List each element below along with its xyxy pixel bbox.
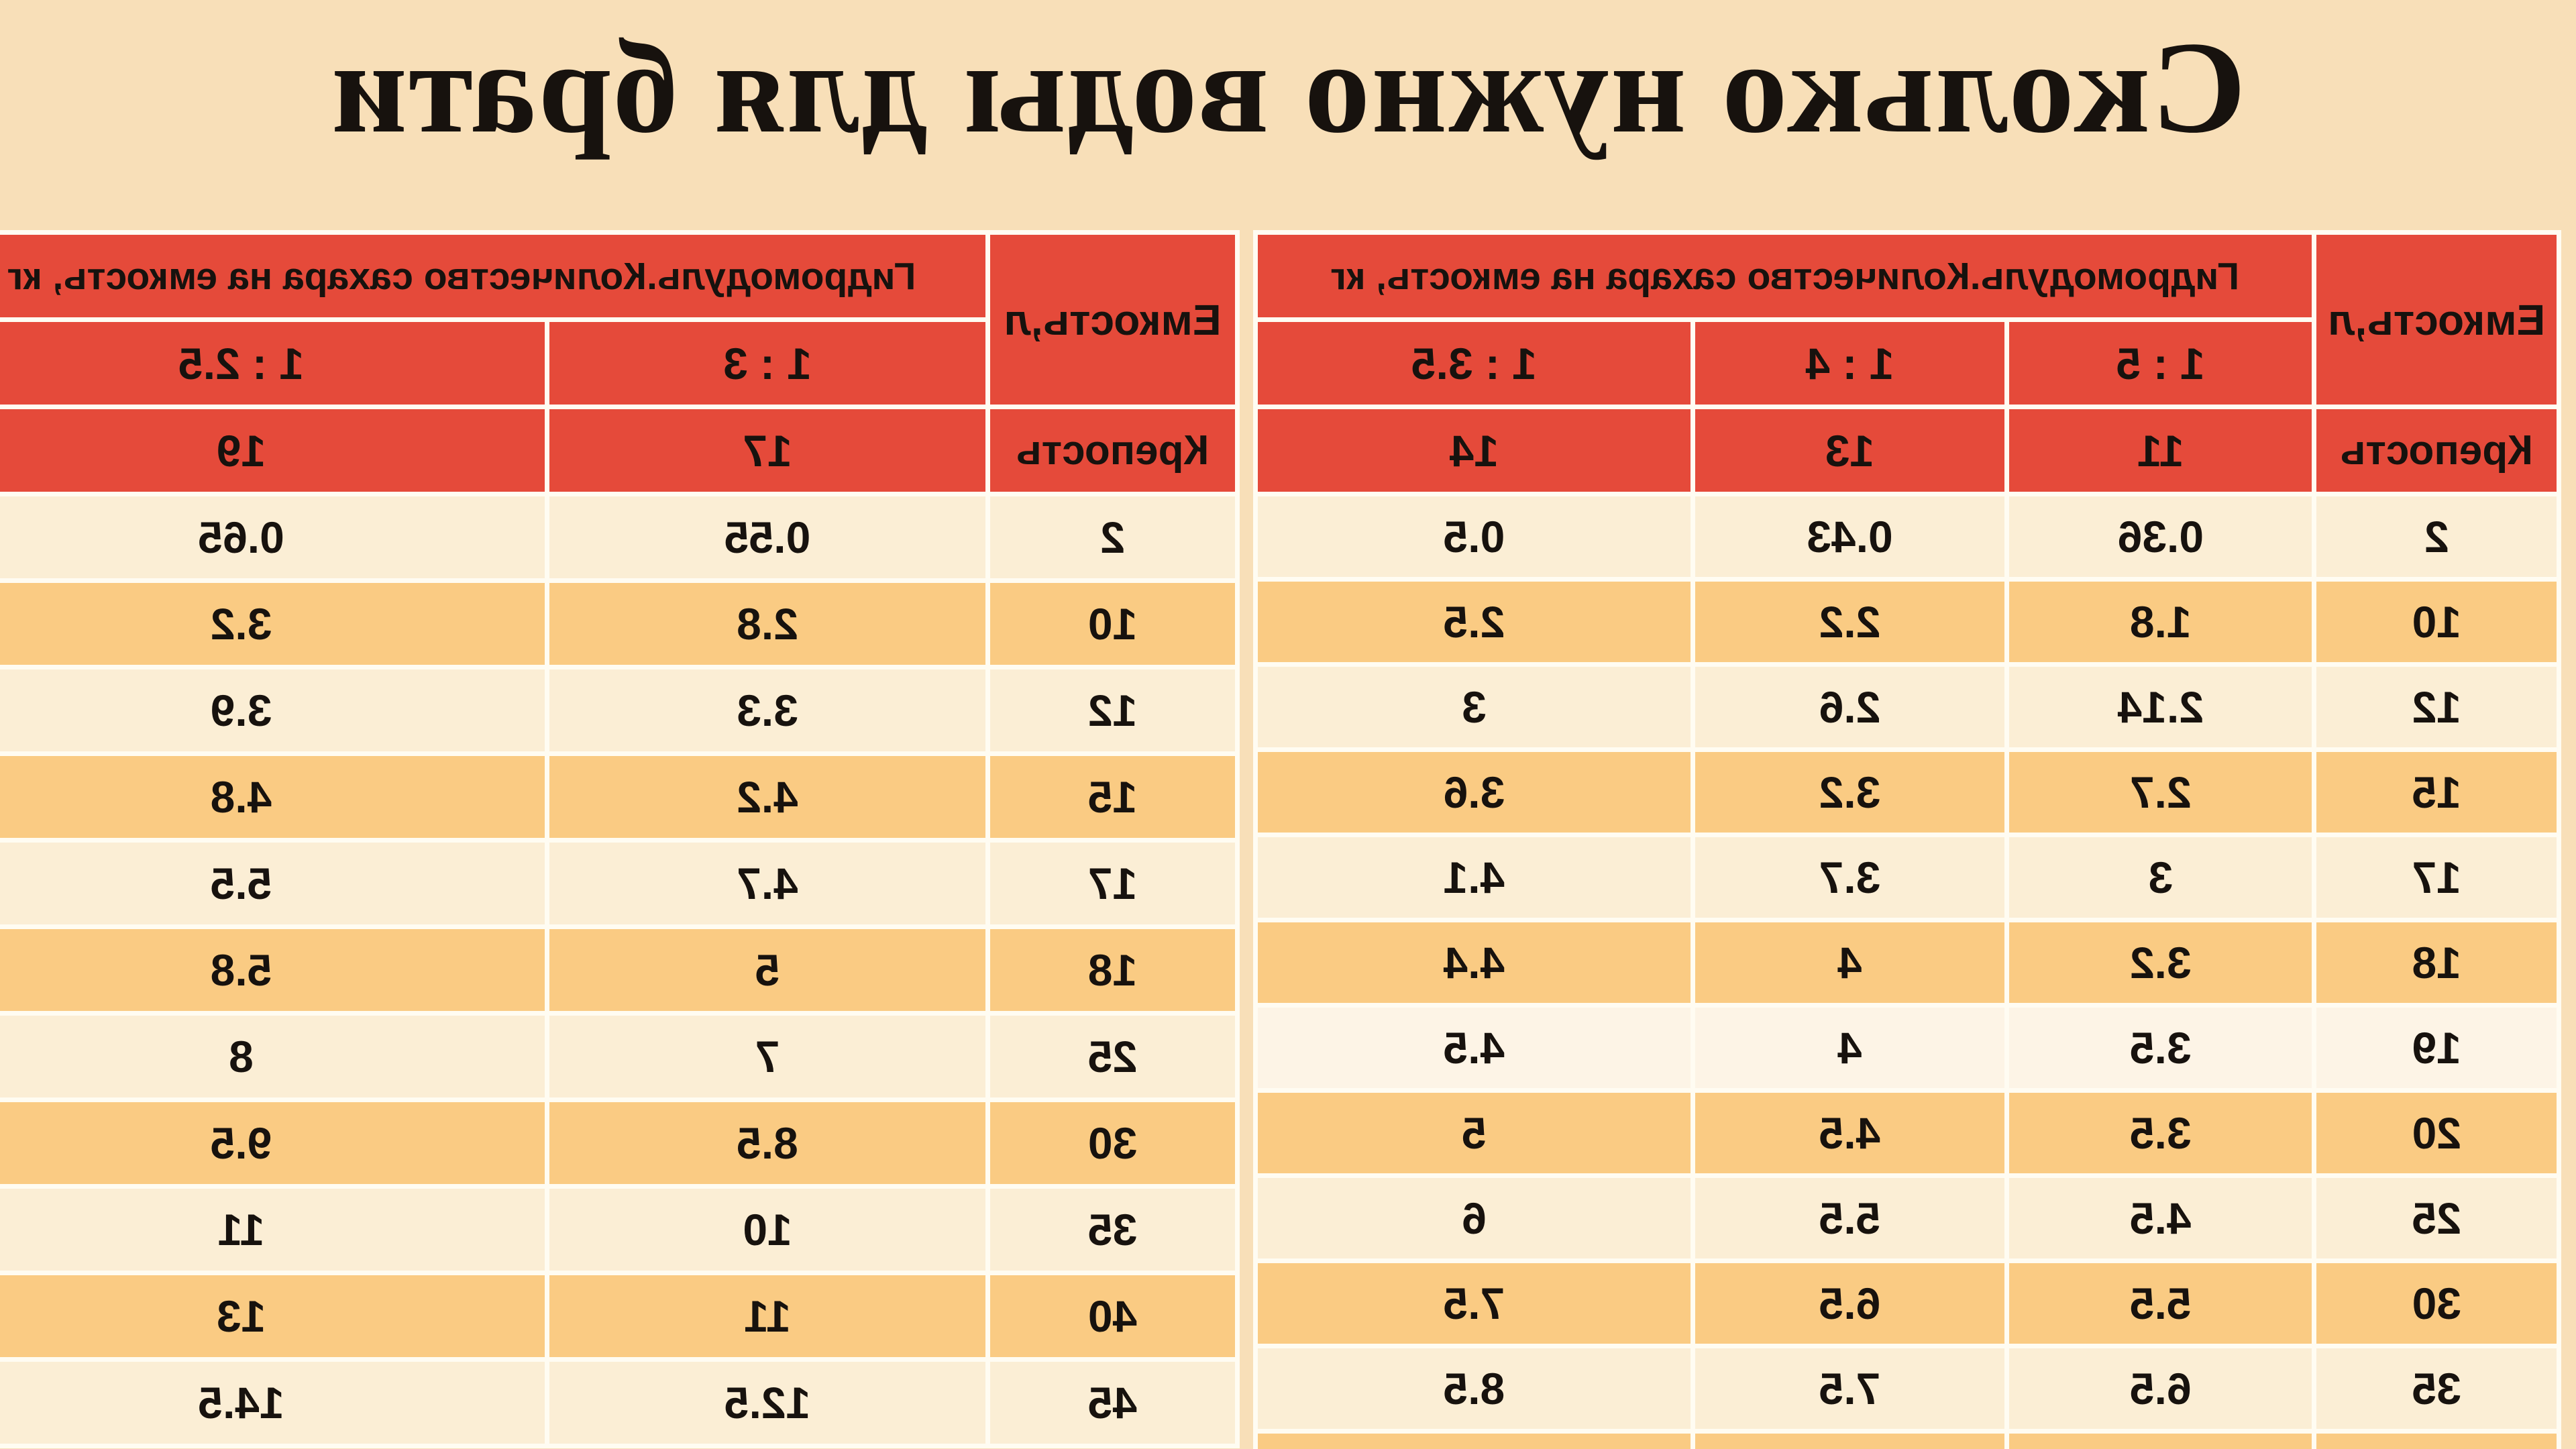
table-row <box>1258 752 2557 833</box>
table-row <box>0 1189 1235 1271</box>
capacity-cell: 17 <box>2316 837 2557 918</box>
page-title: Сколько нужно воды для брати <box>330 15 2246 160</box>
value-cell: 0.65 <box>0 496 545 578</box>
table-row <box>0 929 1235 1011</box>
table-row <box>1258 496 2557 577</box>
value-cell: 13 <box>0 1275 545 1357</box>
hydromodule-table-high-strength <box>0 230 1240 1448</box>
capacity-cell: 30 <box>990 1102 1235 1184</box>
capacity-cell: 30 <box>2316 1263 2557 1344</box>
capacity-cell: 18 <box>2316 922 2557 1003</box>
value-cell: 8 <box>0 1016 545 1097</box>
ratio-header: 1 : 2.5 <box>0 322 545 405</box>
table-row <box>0 756 1235 838</box>
capacity-cell: 18 <box>990 929 1235 1011</box>
strength-value: 17 <box>549 409 985 492</box>
value-cell: 2.2 <box>1695 582 2004 662</box>
table-container-hydromodule-low <box>1253 230 2561 1449</box>
capacity-cell: 15 <box>2316 752 2557 833</box>
capacity-header: Емкость,л <box>2316 235 2557 405</box>
table-row <box>0 1275 1235 1357</box>
value-cell: 12.5 <box>549 1362 985 1444</box>
value-cell: 0.43 <box>1695 496 2004 577</box>
value-cell: 3 <box>2009 837 2312 918</box>
value-cell: 6.5 <box>2009 1348 2312 1429</box>
capacity-cell: 17 <box>990 843 1235 924</box>
ratio-header: 1 : 4 <box>1695 322 2004 405</box>
value-cell: 0.36 <box>2009 496 2312 577</box>
strength-value: 19 <box>0 409 545 492</box>
value-cell <box>1258 1434 1690 1449</box>
value-cell: 2.8 <box>549 583 985 665</box>
ratio-header: 1 : 3.5 <box>1258 322 1690 405</box>
table-row <box>0 1016 1235 1097</box>
table-row <box>0 843 1235 924</box>
value-cell: 4.5 <box>1258 1008 1690 1088</box>
value-cell: 2.6 <box>1695 667 2004 747</box>
value-cell: 10 <box>549 1189 985 1271</box>
value-cell: 5.5 <box>2009 1263 2312 1344</box>
capacity-cell: 10 <box>2316 582 2557 662</box>
value-cell: 4.5 <box>2009 1178 2312 1258</box>
strength-label: Крепость <box>2316 409 2557 492</box>
group-header: Гидромодуль.Количество сахара на емкость, кг <box>0 235 985 317</box>
capacity-cell: 25 <box>2316 1178 2557 1258</box>
value-cell: 11 <box>0 1189 545 1271</box>
capacity-cell <box>2316 1434 2557 1449</box>
value-cell: 4 <box>1695 922 2004 1003</box>
value-cell: 0.55 <box>549 496 985 578</box>
strength-value: 14 <box>1258 409 1690 492</box>
capacity-cell: 35 <box>2316 1348 2557 1429</box>
table-row <box>1258 1008 2557 1088</box>
value-cell: 1.8 <box>2009 582 2312 662</box>
value-cell: 6.5 <box>1695 1263 2004 1344</box>
value-cell: 7.5 <box>1695 1348 2004 1429</box>
table-row <box>1258 1348 2557 1429</box>
capacity-cell: 35 <box>990 1189 1235 1271</box>
value-cell: 3 <box>1258 667 1690 747</box>
value-cell: 3.3 <box>549 669 985 751</box>
capacity-cell: 2 <box>2316 496 2557 577</box>
value-cell: 2.5 <box>1258 582 1690 662</box>
value-cell: 3.9 <box>0 669 545 751</box>
table-row <box>1258 1434 2557 1449</box>
capacity-cell: 15 <box>990 756 1235 838</box>
value-cell: 0.5 <box>1258 496 1690 577</box>
value-cell: 9.5 <box>0 1102 545 1184</box>
capacity-cell: 45 <box>990 1362 1235 1444</box>
capacity-cell: 12 <box>990 669 1235 751</box>
table-row <box>1258 1178 2557 1258</box>
strength-label: Крепость <box>990 409 1235 492</box>
table-row <box>0 669 1235 751</box>
value-cell: 3.2 <box>1695 752 2004 833</box>
table-row <box>0 496 1235 578</box>
table-row <box>0 1102 1235 1184</box>
value-cell: 5.5 <box>1695 1178 2004 1258</box>
capacity-cell: 19 <box>2316 1008 2557 1088</box>
value-cell: 2.14 <box>2009 667 2312 747</box>
value-cell: 8.5 <box>549 1102 985 1184</box>
ratio-header: 1 : 3 <box>549 322 985 405</box>
value-cell: 7.5 <box>1258 1263 1690 1344</box>
value-cell: 5 <box>1258 1093 1690 1173</box>
value-cell: 5.5 <box>0 843 545 924</box>
capacity-cell: 10 <box>990 583 1235 665</box>
capacity-cell: 25 <box>990 1016 1235 1097</box>
value-cell: 4.2 <box>549 756 985 838</box>
value-cell: 2.7 <box>2009 752 2312 833</box>
value-cell: 3.5 <box>2009 1008 2312 1088</box>
value-cell: 4.5 <box>1695 1093 2004 1173</box>
value-cell: 4.4 <box>1258 922 1690 1003</box>
value-cell: 3.7 <box>1695 837 2004 918</box>
capacity-cell: 12 <box>2316 667 2557 747</box>
value-cell: 4 <box>1695 1008 2004 1088</box>
value-cell: 4.8 <box>0 756 545 838</box>
value-cell: 3.6 <box>1258 752 1690 833</box>
value-cell: 3.2 <box>2009 922 2312 1003</box>
value-cell: 4.7 <box>549 843 985 924</box>
value-cell: 7 <box>549 1016 985 1097</box>
capacity-header: Емкость,л <box>990 235 1235 405</box>
table-row <box>1258 922 2557 1003</box>
table-row <box>1258 837 2557 918</box>
strength-value: 13 <box>1695 409 2004 492</box>
value-cell: 3.5 <box>2009 1093 2312 1173</box>
value-cell: 6 <box>1258 1178 1690 1258</box>
table-row <box>1258 1263 2557 1344</box>
table-container-hydromodule-high <box>0 230 1240 1449</box>
value-cell: 11 <box>549 1275 985 1357</box>
value-cell: 8.5 <box>1258 1348 1690 1429</box>
group-header: Гидромодуль.Количество сахара на емкость, кг <box>1258 235 2312 317</box>
value-cell: 4.1 <box>1258 837 1690 918</box>
value-cell <box>1695 1434 2004 1449</box>
value-cell: 3.2 <box>0 583 545 665</box>
table-row <box>1258 667 2557 747</box>
ratio-header: 1 : 5 <box>2009 322 2312 405</box>
table-row <box>0 583 1235 665</box>
table-row <box>1258 1093 2557 1173</box>
value-cell: 5.8 <box>0 929 545 1011</box>
table-row <box>1258 582 2557 662</box>
capacity-cell: 2 <box>990 496 1235 578</box>
hydromodule-table-low-strength <box>1253 230 2561 1449</box>
value-cell: 5 <box>549 929 985 1011</box>
capacity-cell: 20 <box>2316 1093 2557 1173</box>
value-cell: 14.5 <box>0 1362 545 1444</box>
capacity-cell: 40 <box>990 1275 1235 1357</box>
value-cell <box>2009 1434 2312 1449</box>
table-row <box>0 1362 1235 1444</box>
strength-value: 11 <box>2009 409 2312 492</box>
